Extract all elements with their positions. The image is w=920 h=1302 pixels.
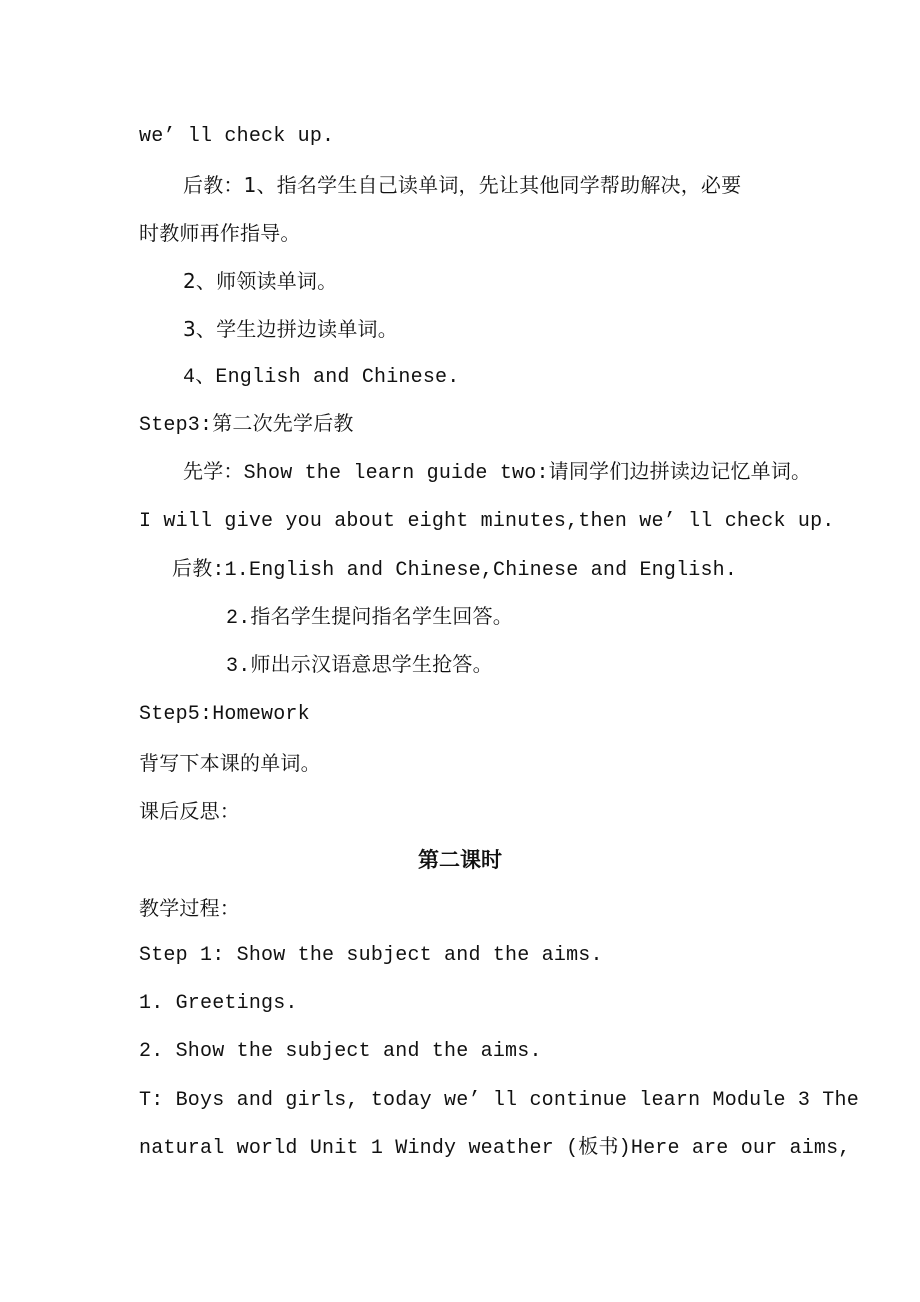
text-line: 背写下本课的单词。	[139, 751, 321, 775]
text-line: 2. Show the subject and the aims.	[139, 1040, 542, 1063]
text-line: 3.师出示汉语意思学生抢答。	[226, 655, 493, 678]
text-line: T: Boys and girls, today we’ ll continue learn Module 3 The	[139, 1089, 859, 1112]
text-line: we’ ll check up.	[139, 125, 335, 148]
text-line: 后教：1、指名学生自己读单词，先让其他同学帮助解决，必要	[183, 173, 742, 197]
section-title: 第二课时	[418, 848, 502, 872]
text-line: 1. Greetings.	[139, 992, 298, 1015]
text-line: 时教师再作指导。	[139, 221, 301, 245]
text-line: 4、English and Chinese.	[183, 366, 460, 389]
text-line: Step5:Homework	[139, 703, 310, 726]
text-line: Step 1: Show the subject and the aims.	[139, 944, 603, 967]
text-line: Step3:第二次先学后教	[139, 414, 354, 437]
text-line: I will give you about eight minutes,then we’ ll check up.	[139, 510, 835, 533]
text-line: 课后反思：	[139, 799, 240, 823]
text-line: 3、学生边拼边读单词。	[183, 317, 398, 341]
text-line: natural world Unit 1 Windy weather (板书)Here are our aims,	[139, 1137, 851, 1160]
text-line: 2、师领读单词。	[183, 269, 338, 293]
text-line: 2.指名学生提问指名学生回答。	[226, 607, 514, 630]
text-line: 教学过程：	[139, 896, 240, 920]
text-line: 后教:1.English and Chinese,Chinese and English.	[172, 559, 738, 582]
text-line: 先学：Show the learn guide two:请同学们边拼读边记忆单词。	[183, 462, 812, 485]
